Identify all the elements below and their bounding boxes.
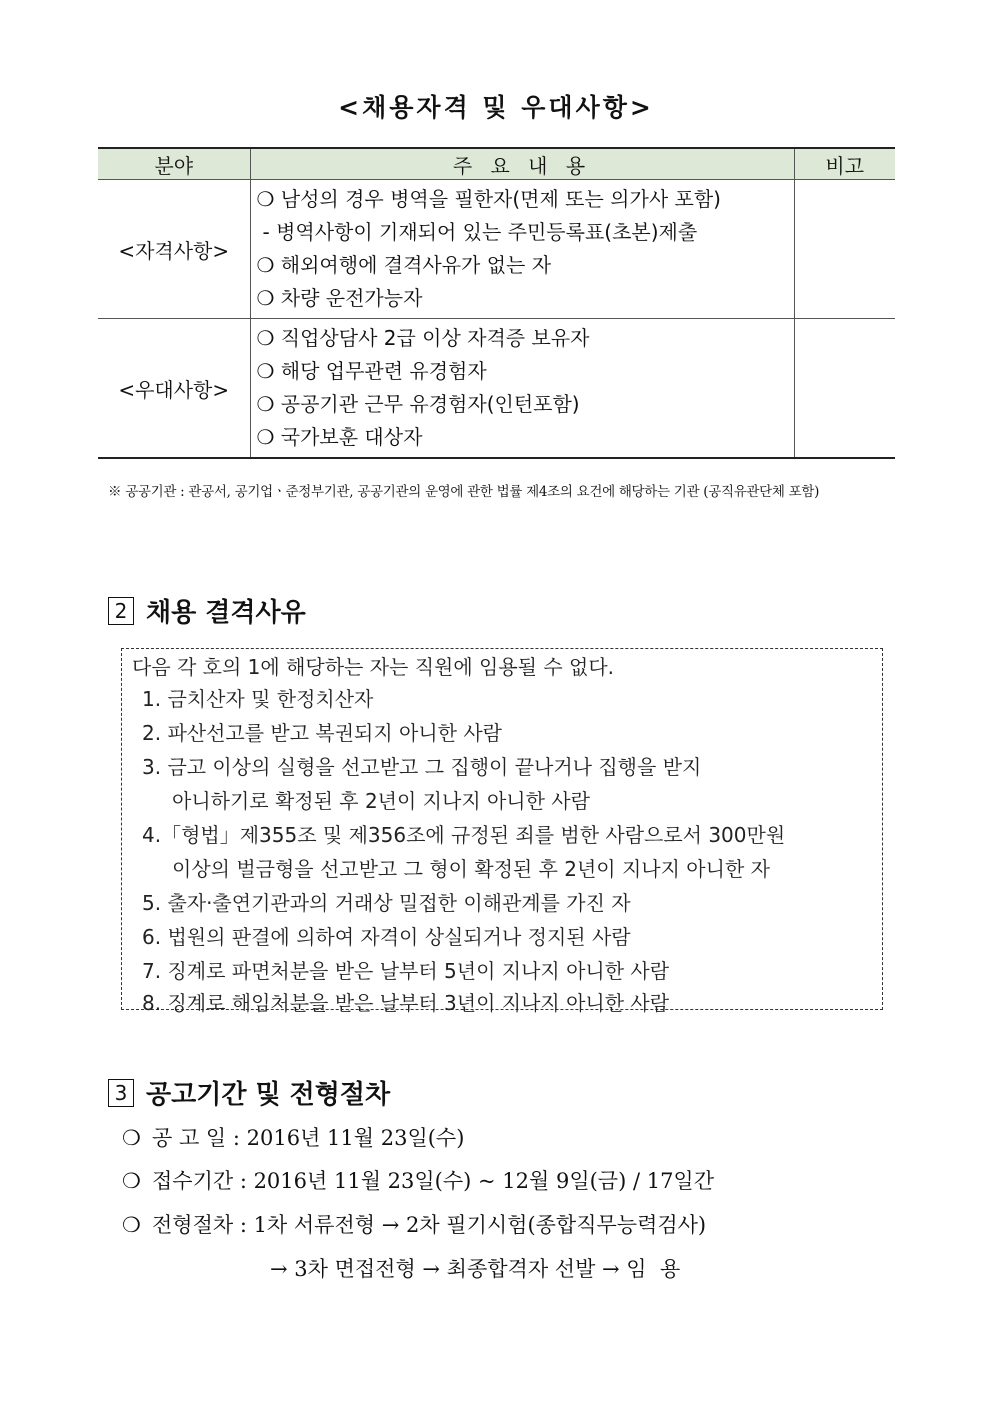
footnote: ※ 공공기관 : 관공서, 공기업ㆍ준정부기관, 공공기관의 운영에 관한 법률 제4조의 요건에 해당하는 기관 (공직유관단체 포함) <box>108 484 820 500</box>
list-item-continuation: 아니하기로 확정된 후 2년이 지나지 아니한 사람 <box>172 789 590 813</box>
list-item: 3. 금고 이상의 실형을 선고받고 그 집행이 끝나거나 집행을 받지 <box>142 755 702 779</box>
table-row <box>98 180 895 319</box>
content-line: - 병역사항이 기재되어 있는 주민등록표(초본)제출 <box>262 220 698 244</box>
section3-heading <box>108 1074 390 1111</box>
schedule-procedure-continuation: → 3차 면접전형 → 최종합격자 선발 → 임 용 <box>270 1257 681 1281</box>
note-cell <box>794 319 895 459</box>
section3-number: 3 <box>108 1079 134 1107</box>
content-cell <box>250 180 794 319</box>
disqualification-intro: 다음 각 호의 1에 해당하는 자는 직원에 임용될 수 없다. <box>132 655 615 679</box>
qualification-table <box>98 147 895 459</box>
list-item: 5. 출자·출연기관과의 거래상 밀접한 이해관계를 가진 자 <box>142 891 631 915</box>
content-line: ❍ 남성의 경우 병역을 필한자(면제 또는 의가사 포함) <box>256 187 721 211</box>
section2-number: 2 <box>108 597 134 625</box>
list-item: 8. 징계로 해임처분을 받은 날부터 3년이 지나지 아니한 사람 <box>142 991 670 1015</box>
section3-title: 공고기간 및 전형절차 <box>146 1080 391 1110</box>
category-cell: <자격사항> <box>98 180 250 319</box>
bullet-icon: ❍ <box>122 1213 141 1237</box>
table-header-row <box>98 148 895 180</box>
schedule-text: 전형절차 : 1차 서류전형 → 2차 필기시험(종합직무능력검사) <box>152 1213 707 1237</box>
schedule-item-procedure <box>122 1209 706 1239</box>
table-row <box>98 319 895 459</box>
category-cell: <우대사항> <box>98 319 250 459</box>
content-line: ❍ 해당 업무관련 유경험자 <box>256 359 487 383</box>
list-item: 1. 금치산자 및 한정치산자 <box>142 687 374 711</box>
header-note: 비고 <box>794 148 895 180</box>
list-item: 4.「형법」제355조 및 제356조에 규정된 죄를 범한 사람으로서 300만원 <box>142 823 786 847</box>
page-title: <채용자격 및 우대사항> <box>338 93 654 122</box>
section2-heading <box>108 592 306 629</box>
content-line: ❍ 직업상담사 2급 이상 자격증 보유자 <box>256 326 590 350</box>
disqualification-box <box>121 648 883 1015</box>
bullet-icon: ❍ <box>122 1126 141 1150</box>
list-item: 2. 파산선고를 받고 복권되지 아니한 사람 <box>142 721 502 745</box>
content-cell <box>250 319 794 459</box>
header-content: 주 요 내 용 <box>250 148 794 180</box>
schedule-text: 공 고 일 : 2016년 11월 23일(수) <box>152 1126 465 1150</box>
header-field: 분야 <box>98 148 250 180</box>
list-item-continuation: 이상의 벌금형을 선고받고 그 형이 확정된 후 2년이 지나지 아니한 자 <box>172 857 770 881</box>
list-item: 6. 법원의 판결에 의하여 자격이 상실되거나 정지된 사람 <box>142 925 631 949</box>
bullet-icon: ❍ <box>122 1169 141 1193</box>
list-item: 7. 징계로 파면처분을 받은 날부터 5년이 지나지 아니한 사람 <box>142 959 670 983</box>
content-line: ❍ 국가보훈 대상자 <box>256 425 423 449</box>
note-cell <box>794 180 895 319</box>
content-line: ❍ 차량 운전가능자 <box>256 286 423 310</box>
schedule-item-application <box>122 1165 714 1195</box>
schedule-item-announcement <box>122 1122 464 1152</box>
schedule-text: 접수기간 : 2016년 11월 23일(수) ~ 12월 9일(금) / 17일간 <box>152 1169 715 1193</box>
section2-title: 채용 결격사유 <box>146 598 306 628</box>
content-line: ❍ 공공기관 근무 유경험자(인턴포함) <box>256 392 580 416</box>
content-line: ❍ 해외여행에 결격사유가 없는 자 <box>256 253 552 277</box>
